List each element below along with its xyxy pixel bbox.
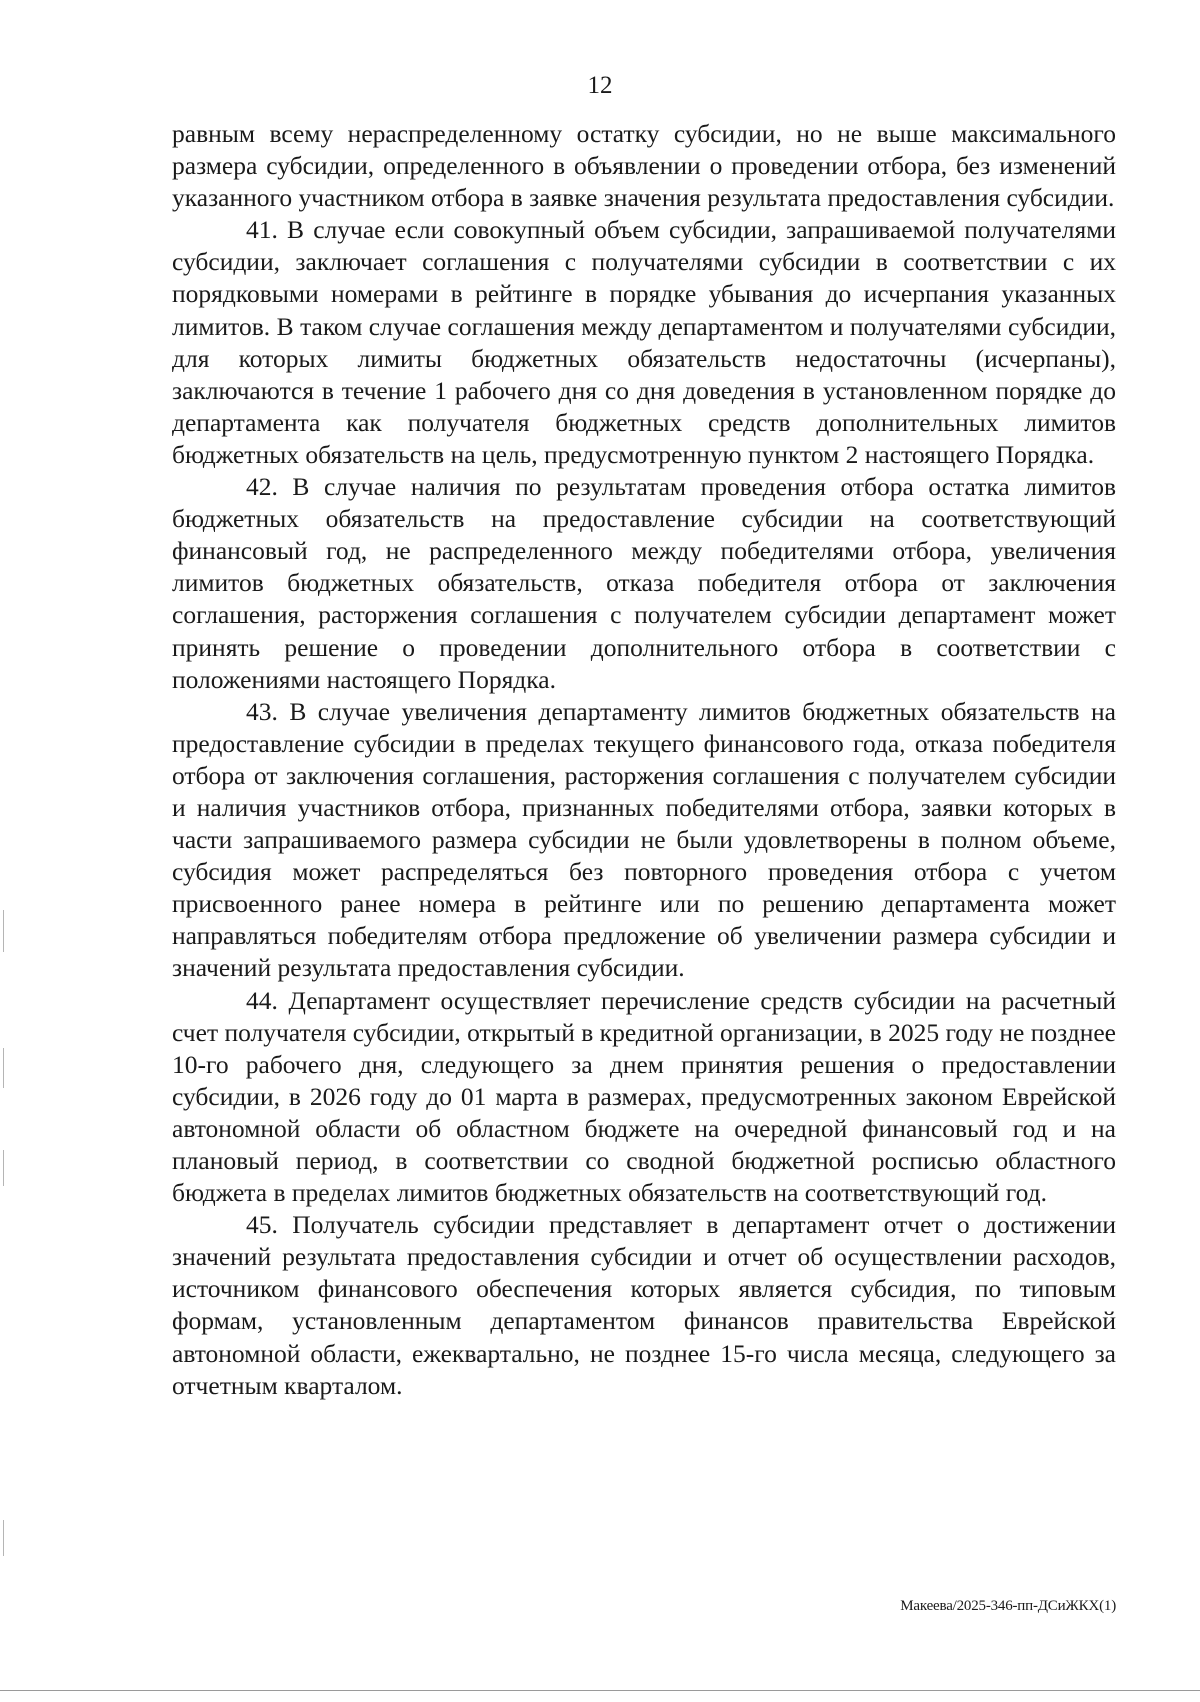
paragraph-item-43: 43. В случае увеличения департаменту лимитов бюджетных обязательств на предоставление субсидии в пределах текущего финансового года, отказа победителя отбора от заключения соглашения, расторжения соглашения с получателем субсидии и наличия участников отбора, признанных победителями отбора, заявки которых в части запрашиваемого размера субсидии не были удовлетворены в полном объеме, субсидия может распределяться без повторного проведения отбора с учетом присвоенного ранее номера в рейтинге или по решению департамента может направляться победителям отбора предложение об увеличении размера субсидии и значений результата предоставления субсидии. bbox=[172, 696, 1116, 983]
page-number: 12 bbox=[587, 72, 613, 99]
paragraph-item-42: 42. В случае наличия по результатам проведения отбора остатка лимитов бюджетных обязательств на предоставление субсидии на соответствующий финансовый год, не распределенного между победителями отбора, увеличения лимитов бюджетных обязательств, отказа победителя отбора от заключения соглашения, расторжения соглашения с получателем субсидии департамент может принять решение о проведении дополнительного отбора в соответствии с положениями настоящего Порядка. bbox=[172, 472, 1116, 694]
paragraph-continuation: равным всему нераспределенному остатку субсидии, но не выше максимального размера субсидии, определенного в объявлении о проведении отбора, без изменений указанного участником отбора в заявке значения результата предоставления субсидии. bbox=[172, 119, 1116, 213]
document-footer-code: Макеева/2025-346-пп-ДСиЖКХ(1) bbox=[900, 1598, 1116, 1614]
scan-margin-mark bbox=[3, 910, 4, 952]
paragraph-item-44: 44. Департамент осуществляет перечисление средств субсидии на расчетный счет получателя субсидии, открытый в кредитной организации, в 2025 году не позднее 10-го рабочего дня, следующего за днем принятия решения о предоставлении субсидии, в 2026 году до 01 марта в размерах, предусмотренных законом Еврейской автономной области об областном бюджете на очередной финансовый год и на плановый период, в соответствии со сводной бюджетной росписью областного бюджета в пределах лимитов бюджетных обязательств на соответствующий год. bbox=[172, 985, 1116, 1208]
paragraph-item-41: 41. В случае если совокупный объем субсидии, запрашиваемой получателями субсидии, заключает соглашения с получателями субсидии в соответствии с их порядковыми номерами в рейтинге в порядке убывания до исчерпания указанных лимитов. В таком случае соглашения между департаментом и получателями субсидии, для которых лимиты бюджетных обязательств недостаточны (исчерпаны), заключаются в течение 1 рабочего дня со дня доведения в установленном порядке до департамента как получателя бюджетных средств дополнительных лимитов бюджетных обязательств на цель, предусмотренную пунктом 2 настоящего Порядка. bbox=[172, 215, 1116, 469]
document-body bbox=[172, 118, 1116, 1402]
scan-margin-mark bbox=[3, 1150, 4, 1186]
scan-margin-mark bbox=[3, 1520, 4, 1556]
scan-margin-mark bbox=[3, 1048, 4, 1088]
scan-edge-line bbox=[0, 1690, 1200, 1691]
paragraph-item-45: 45. Получатель субсидии представляет в департамент отчет о достижении значений результата предоставления субсидии и отчет об осуществлении расходов, источником финансового обеспечения которых является субсидия, по типовым формам, установленным департаментом финансов правительства Еврейской автономной области, ежеквартально, не позднее 15-го числа месяца, следующего за отчетным кварталом. bbox=[172, 1210, 1116, 1400]
